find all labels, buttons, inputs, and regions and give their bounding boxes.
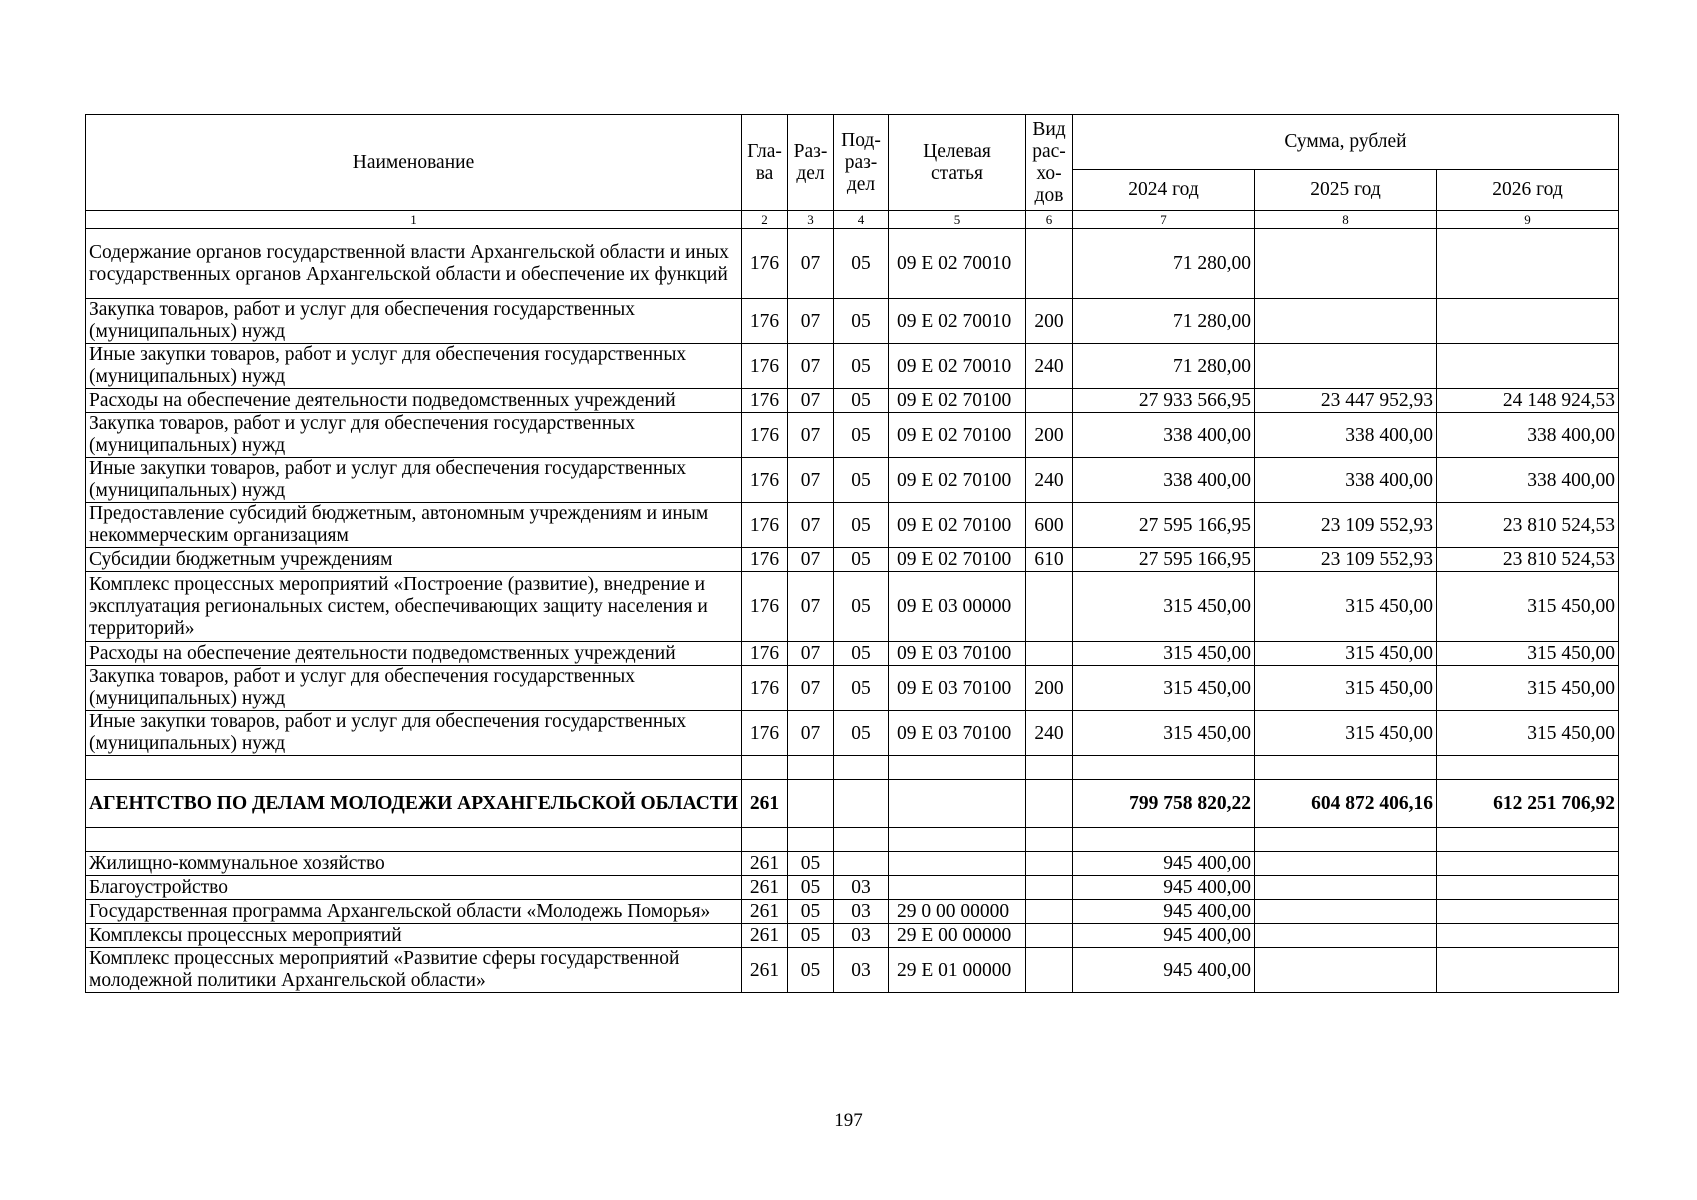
row-chapter	[742, 828, 788, 852]
column-number: 8	[1255, 211, 1437, 229]
row-sum-2026: 315 450,00	[1437, 572, 1619, 642]
row-sum-2026: 315 450,00	[1437, 711, 1619, 756]
row-sum-2025: 315 450,00	[1255, 666, 1437, 711]
row-expense	[1026, 924, 1073, 948]
row-name: АГЕНТСТВО ПО ДЕЛАМ МОЛОДЕЖИ АРХАНГЕЛЬСКОЙ ОБЛАСТИ	[86, 780, 742, 828]
row-expense: 200	[1026, 413, 1073, 458]
row-name: Иные закупки товаров, работ и услуг для обеспечения государственных (муниципальных) нужд	[86, 344, 742, 389]
row-sum-2024: 71 280,00	[1073, 344, 1255, 389]
row-subsection: 05	[834, 389, 889, 413]
row-section	[788, 828, 834, 852]
row-expense: 600	[1026, 503, 1073, 548]
row-section: 07	[788, 711, 834, 756]
row-subsection	[834, 780, 889, 828]
row-chapter: 176	[742, 503, 788, 548]
row-name: Закупка товаров, работ и услуг для обеспечения государственных (муниципальных) нужд	[86, 413, 742, 458]
row-target: 09 Е 03 70100	[889, 642, 1026, 666]
row-target: 09 Е 02 70010	[889, 229, 1026, 299]
row-chapter: 176	[742, 413, 788, 458]
row-target: 09 Е 02 70010	[889, 344, 1026, 389]
row-sum-2024: 338 400,00	[1073, 458, 1255, 503]
column-number: 1	[86, 211, 742, 229]
row-section: 07	[788, 666, 834, 711]
row-section: 07	[788, 413, 834, 458]
row-chapter: 176	[742, 458, 788, 503]
row-target: 09 Е 02 70100	[889, 458, 1026, 503]
column-number: 4	[834, 211, 889, 229]
row-expense	[1026, 389, 1073, 413]
row-subsection	[834, 828, 889, 852]
row-sum-2025	[1255, 229, 1437, 299]
row-expense: 200	[1026, 299, 1073, 344]
row-sum-2024: 315 450,00	[1073, 642, 1255, 666]
row-sum-2025: 23 109 552,93	[1255, 503, 1437, 548]
row-name: Комплекс процессных мероприятий «Построение (развитие), внедрение и эксплуатация региональных систем, обеспечивающих защиту населения и территорий»	[86, 572, 742, 642]
row-subsection: 05	[834, 458, 889, 503]
row-chapter: 176	[742, 711, 788, 756]
table-row	[86, 229, 1619, 299]
header-chapter	[742, 115, 788, 211]
row-sum-2026	[1437, 876, 1619, 900]
row-chapter: 176	[742, 344, 788, 389]
column-number: 2	[742, 211, 788, 229]
table-row	[86, 924, 1619, 948]
row-chapter: 176	[742, 299, 788, 344]
row-chapter: 176	[742, 389, 788, 413]
row-sum-2026	[1437, 924, 1619, 948]
row-sum-2025: 604 872 406,16	[1255, 780, 1437, 828]
row-expense	[1026, 642, 1073, 666]
row-sum-2026: 338 400,00	[1437, 413, 1619, 458]
row-sum-2025	[1255, 756, 1437, 780]
row-sum-2024: 338 400,00	[1073, 413, 1255, 458]
row-target: 09 Е 02 70100	[889, 413, 1026, 458]
row-sum-2025: 315 450,00	[1255, 711, 1437, 756]
row-chapter: 261	[742, 924, 788, 948]
row-sum-2026: 612 251 706,92	[1437, 780, 1619, 828]
row-sum-2024: 315 450,00	[1073, 711, 1255, 756]
column-number: 5	[889, 211, 1026, 229]
column-number-row	[86, 211, 1619, 229]
row-chapter	[742, 756, 788, 780]
row-section: 05	[788, 948, 834, 993]
row-sum-2025	[1255, 852, 1437, 876]
row-section: 05	[788, 900, 834, 924]
column-number: 9	[1437, 211, 1619, 229]
row-expense: 240	[1026, 458, 1073, 503]
row-sum-2026	[1437, 828, 1619, 852]
row-expense	[1026, 828, 1073, 852]
row-name: Предоставление субсидий бюджетным, автономным учреждениям и иным некоммерческим организациям	[86, 503, 742, 548]
row-target: 09 Е 02 70100	[889, 503, 1026, 548]
row-target	[889, 828, 1026, 852]
row-sum-2024: 945 400,00	[1073, 948, 1255, 993]
row-sum-2025	[1255, 900, 1437, 924]
row-name	[86, 756, 742, 780]
row-sum-2026: 23 810 524,53	[1437, 503, 1619, 548]
table-row	[86, 756, 1619, 780]
row-sum-2024	[1073, 756, 1255, 780]
row-expense	[1026, 852, 1073, 876]
row-chapter: 261	[742, 876, 788, 900]
row-sum-2026	[1437, 948, 1619, 993]
row-sum-2025: 338 400,00	[1255, 458, 1437, 503]
row-sum-2024: 945 400,00	[1073, 900, 1255, 924]
table-row	[86, 828, 1619, 852]
row-name: Благоустройство	[86, 876, 742, 900]
header-subsection-text: Под- раз- дел	[841, 129, 881, 195]
row-subsection: 05	[834, 229, 889, 299]
row-name: Расходы на обеспечение деятельности подведомственных учреждений	[86, 642, 742, 666]
row-subsection: 05	[834, 503, 889, 548]
row-sum-2025: 315 450,00	[1255, 572, 1437, 642]
row-subsection: 05	[834, 344, 889, 389]
row-name: Комплексы процессных мероприятий	[86, 924, 742, 948]
row-sum-2025	[1255, 924, 1437, 948]
row-expense: 610	[1026, 548, 1073, 572]
row-target: 09 Е 02 70100	[889, 548, 1026, 572]
row-subsection: 03	[834, 948, 889, 993]
table-body	[86, 229, 1619, 993]
row-section	[788, 780, 834, 828]
row-sum-2025: 23 447 952,93	[1255, 389, 1437, 413]
row-sum-2025	[1255, 828, 1437, 852]
row-subsection: 05	[834, 299, 889, 344]
row-sum-2024: 27 595 166,95	[1073, 503, 1255, 548]
header-year-2024: 2024 год	[1073, 170, 1255, 211]
row-chapter: 261	[742, 780, 788, 828]
row-name	[86, 828, 742, 852]
row-sum-2024: 71 280,00	[1073, 229, 1255, 299]
row-chapter: 261	[742, 852, 788, 876]
row-name: Закупка товаров, работ и услуг для обеспечения государственных (муниципальных) нужд	[86, 299, 742, 344]
budget-table	[85, 114, 1619, 993]
row-chapter: 176	[742, 548, 788, 572]
row-target: 09 Е 03 70100	[889, 711, 1026, 756]
row-name: Комплекс процессных мероприятий «Развитие сферы государственной молодежной политики Архангельской области»	[86, 948, 742, 993]
row-section: 07	[788, 229, 834, 299]
row-sum-2025: 23 109 552,93	[1255, 548, 1437, 572]
row-sum-2024: 945 400,00	[1073, 852, 1255, 876]
row-section: 07	[788, 458, 834, 503]
row-target	[889, 852, 1026, 876]
row-sum-2026: 315 450,00	[1437, 642, 1619, 666]
row-chapter: 176	[742, 572, 788, 642]
row-subsection: 05	[834, 666, 889, 711]
row-subsection: 05	[834, 711, 889, 756]
row-target: 09 Е 02 70010	[889, 299, 1026, 344]
row-target	[889, 876, 1026, 900]
row-subsection	[834, 852, 889, 876]
column-number: 6	[1026, 211, 1073, 229]
row-section: 07	[788, 548, 834, 572]
row-sum-2025	[1255, 876, 1437, 900]
row-expense: 240	[1026, 711, 1073, 756]
row-chapter: 176	[742, 642, 788, 666]
table-row	[86, 572, 1619, 642]
row-section: 07	[788, 503, 834, 548]
row-sum-2026	[1437, 344, 1619, 389]
row-target: 29 0 00 00000	[889, 900, 1026, 924]
row-sum-2025: 315 450,00	[1255, 642, 1437, 666]
column-number: 7	[1073, 211, 1255, 229]
row-sum-2026	[1437, 229, 1619, 299]
row-sum-2024	[1073, 828, 1255, 852]
table-row	[86, 299, 1619, 344]
header-name: Наименование	[86, 115, 742, 211]
row-target: 09 Е 02 70100	[889, 389, 1026, 413]
row-section: 05	[788, 924, 834, 948]
row-sum-2024: 315 450,00	[1073, 572, 1255, 642]
header-target	[889, 115, 1026, 211]
row-sum-2025	[1255, 299, 1437, 344]
row-sum-2026: 338 400,00	[1437, 458, 1619, 503]
row-name: Закупка товаров, работ и услуг для обеспечения государственных (муниципальных) нужд	[86, 666, 742, 711]
row-sum-2025: 338 400,00	[1255, 413, 1437, 458]
table-row	[86, 780, 1619, 828]
row-subsection: 03	[834, 876, 889, 900]
header-target-text: Целевая статья	[923, 140, 991, 184]
page-number: 197	[834, 1110, 863, 1131]
header-chapter-text: Гла- ва	[747, 140, 782, 184]
row-chapter: 261	[742, 900, 788, 924]
header-section	[788, 115, 834, 211]
row-sum-2024: 945 400,00	[1073, 876, 1255, 900]
row-sum-2026	[1437, 299, 1619, 344]
table-row	[86, 666, 1619, 711]
row-name: Субсидии бюджетным учреждениям	[86, 548, 742, 572]
table-row	[86, 458, 1619, 503]
row-section: 07	[788, 389, 834, 413]
row-section: 07	[788, 299, 834, 344]
row-expense: 200	[1026, 666, 1073, 711]
table-row	[86, 548, 1619, 572]
row-subsection	[834, 756, 889, 780]
row-sum-2026	[1437, 852, 1619, 876]
row-section	[788, 756, 834, 780]
column-number: 3	[788, 211, 834, 229]
row-sum-2024: 315 450,00	[1073, 666, 1255, 711]
row-expense	[1026, 229, 1073, 299]
row-sum-2024: 799 758 820,22	[1073, 780, 1255, 828]
row-target: 29 Е 00 00000	[889, 924, 1026, 948]
row-subsection: 05	[834, 572, 889, 642]
row-expense	[1026, 876, 1073, 900]
row-subsection: 05	[834, 548, 889, 572]
row-sum-2024: 27 595 166,95	[1073, 548, 1255, 572]
table-row	[86, 642, 1619, 666]
row-target: 09 Е 03 70100	[889, 666, 1026, 711]
row-name: Иные закупки товаров, работ и услуг для обеспечения государственных (муниципальных) нужд	[86, 711, 742, 756]
row-subsection: 05	[834, 413, 889, 458]
row-expense	[1026, 572, 1073, 642]
header-year-2026: 2026 год	[1437, 170, 1619, 211]
row-expense	[1026, 948, 1073, 993]
row-section: 05	[788, 876, 834, 900]
row-target: 09 Е 03 00000	[889, 572, 1026, 642]
header-section-text: Раз- дел	[793, 140, 828, 184]
row-section: 05	[788, 852, 834, 876]
row-sum-2025	[1255, 344, 1437, 389]
row-target	[889, 780, 1026, 828]
row-sum-2024: 71 280,00	[1073, 299, 1255, 344]
table-row	[86, 389, 1619, 413]
table-row	[86, 711, 1619, 756]
row-sum-2026	[1437, 756, 1619, 780]
row-name: Расходы на обеспечение деятельности подведомственных учреждений	[86, 389, 742, 413]
row-sum-2026	[1437, 900, 1619, 924]
row-subsection: 03	[834, 924, 889, 948]
header-subsection	[834, 115, 889, 211]
row-expense	[1026, 756, 1073, 780]
row-section: 07	[788, 572, 834, 642]
row-sum-2026: 315 450,00	[1437, 666, 1619, 711]
header-sum: Сумма, рублей	[1073, 115, 1619, 170]
row-section: 07	[788, 642, 834, 666]
table-row	[86, 852, 1619, 876]
header-expense-text: Вид рас- хо- дов	[1032, 118, 1066, 206]
row-section: 07	[788, 344, 834, 389]
table-row	[86, 503, 1619, 548]
header-expense	[1026, 115, 1073, 211]
row-expense	[1026, 780, 1073, 828]
row-chapter: 176	[742, 666, 788, 711]
row-name: Содержание органов государственной власти Архангельской области и иных государственных органов Архангельской области и обеспечение их функций	[86, 229, 742, 299]
row-expense	[1026, 900, 1073, 924]
row-name: Жилищно-коммунальное хозяйство	[86, 852, 742, 876]
row-name: Иные закупки товаров, работ и услуг для обеспечения государственных (муниципальных) нужд	[86, 458, 742, 503]
row-target	[889, 756, 1026, 780]
row-sum-2024: 27 933 566,95	[1073, 389, 1255, 413]
table-row	[86, 876, 1619, 900]
row-chapter: 176	[742, 229, 788, 299]
row-sum-2025	[1255, 948, 1437, 993]
table-row	[86, 900, 1619, 924]
row-target: 29 Е 01 00000	[889, 948, 1026, 993]
row-subsection: 05	[834, 642, 889, 666]
row-sum-2026: 24 148 924,53	[1437, 389, 1619, 413]
row-chapter: 261	[742, 948, 788, 993]
row-subsection: 03	[834, 900, 889, 924]
table-row	[86, 344, 1619, 389]
row-sum-2026: 23 810 524,53	[1437, 548, 1619, 572]
row-sum-2024: 945 400,00	[1073, 924, 1255, 948]
row-name: Государственная программа Архангельской области «Молодежь Поморья»	[86, 900, 742, 924]
table-row	[86, 413, 1619, 458]
table-row	[86, 948, 1619, 993]
row-expense: 240	[1026, 344, 1073, 389]
header-year-2025: 2025 год	[1255, 170, 1437, 211]
